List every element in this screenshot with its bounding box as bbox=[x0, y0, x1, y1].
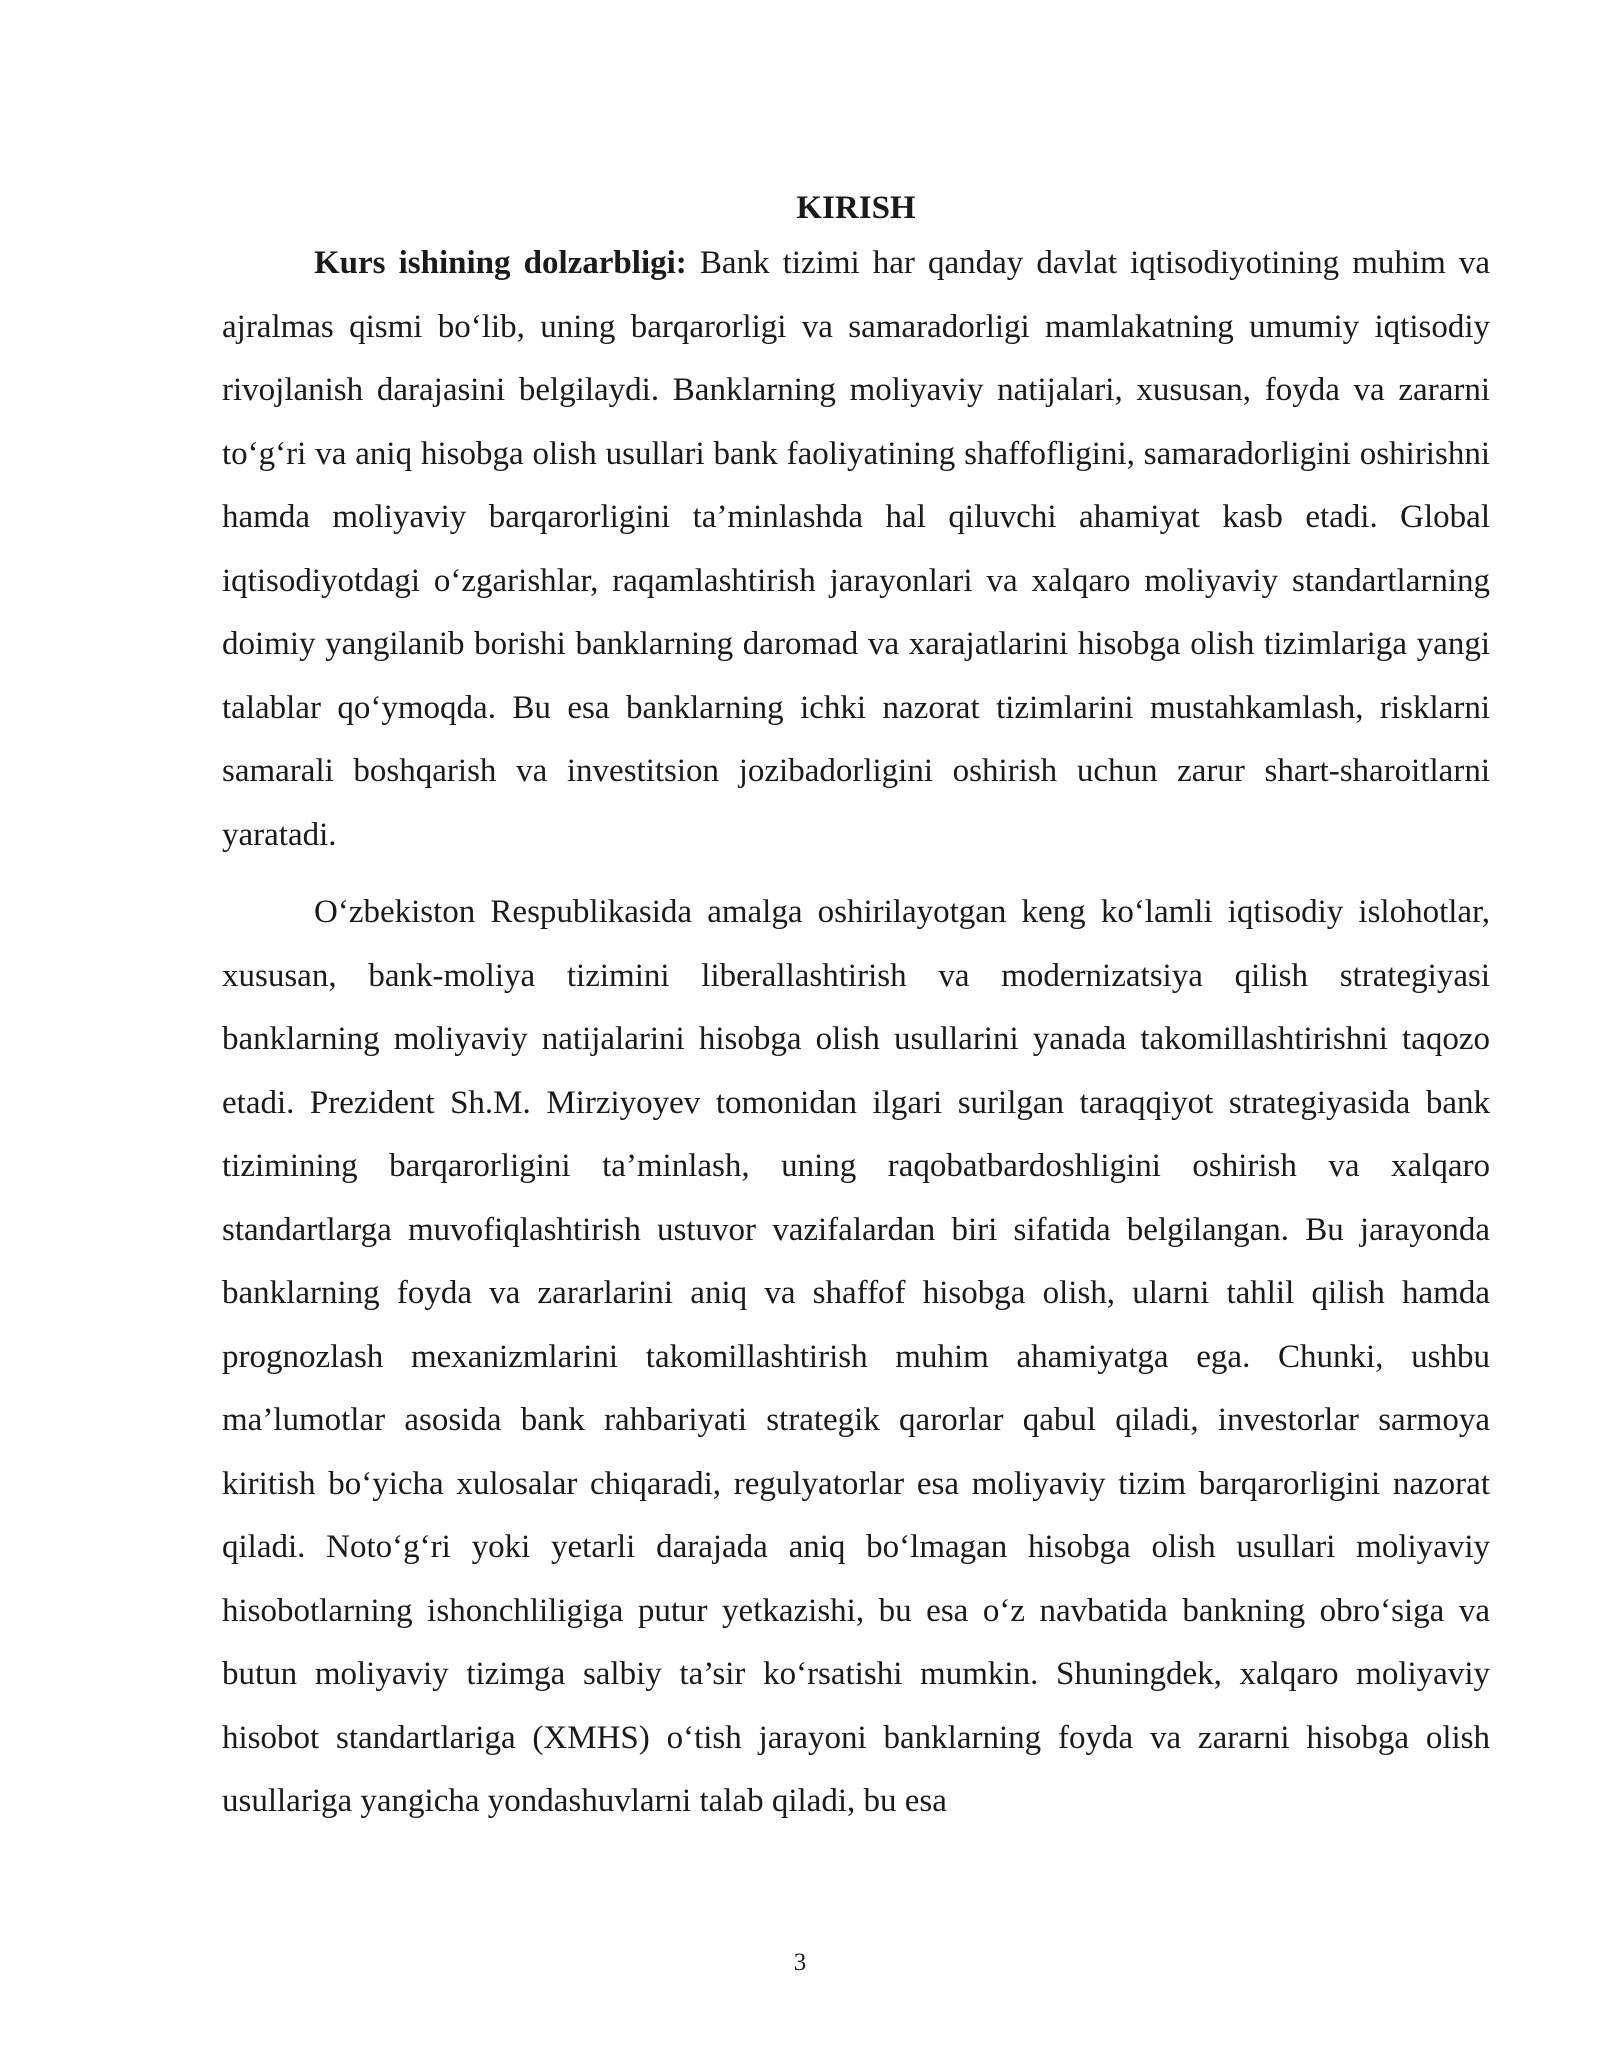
paragraph-relevance bbox=[222, 232, 1490, 867]
paragraph-text: Bank tizimi har qanday davlat iqtisodiyotining muhim va ajralmas qismi bo‘lib, uning barqarorligi va samaradorligi mamlakatning umumiy iqtisodiy rivojlanish darajasini belgilaydi. Banklarning moliyaviy natijalari, xususan, foyda va zararni to‘g‘ri va aniq hisobga olish usullari bank faoliyatining shaffofligini, samaradorligini oshirishni hamda moliyaviy barqarorligini ta’minlashda hal qiluvchi ahamiyat kasb etadi. Global iqtisodiyotdagi o‘zgarishlar, raqamlashtirish jarayonlari va xalqaro moliyaviy standartlarning doimiy yangilanib borishi banklarning daromad va xarajatlarini hisobga olish tizimlariga yangi talablar qo‘ymoqda. Bu esa banklarning ichki nazorat tizimlarini mustahkamlash, risklarni samarali boshqarish va investitsion jozibadorligini oshirish uchun zarur shart-sharoitlarni yaratadi. bbox=[222, 245, 1490, 853]
paragraph-lead: Kurs ishining dolzarbligi: bbox=[314, 245, 687, 281]
page-content bbox=[222, 186, 1490, 1834]
paragraph-text: O‘zbekiston Respublikasida amalga oshirilayotgan keng ko‘lamli iqtisodiy islohotlar, xususan, bank-moliya tizimini liberallashtirish va modernizatsiya qilish strategiyasi banklarning moliyaviy natijalarini hisobga olish usullarini yanada takomillashtirishni taqozo etadi. Prezident Sh.M. Mirziyoyev tomonidan ilgari surilgan taraqqiyot strategiyasida bank tizimining barqarorligini ta’minlash, uning raqobatbardoshligini oshirish va xalqaro standartlarga muvofiqlashtirish ustuvor vazifalardan biri sifatida belgilangan. Bu jarayonda banklarning foyda va zararlarini aniq va shaffof hisobga olish, ularni tahlil qilish hamda prognozlash mexanizmlarini takomillashtirish muhim ahamiyatga ega. Chunki, ushbu ma’lumotlar asosida bank rahbariyati strategik qarorlar qabul qiladi, investorlar sarmoya kiritish bo‘yicha xulosalar chiqaradi, regulyatorlar esa moliyaviy tizim barqarorligini nazorat qiladi. Noto‘g‘ri yoki yetarli darajada aniq bo‘lmagan hisobga olish usullari moliyaviy hisobotlarning ishonchliligiga putur yetkazishi, bu esa o‘z navbatida bankning obro‘siga va butun moliyaviy tizimga salbiy ta’sir ko‘rsatishi mumkin. Shuningdek, xalqaro moliyaviy hisobot standartlariga (XMHS) o‘tish jarayoni banklarning foyda va zararni hisobga olish usullariga yangicha yondashuvlarni talab qiladi, bu esa bbox=[222, 894, 1490, 1819]
page-title: KIRISH bbox=[796, 190, 916, 226]
paragraph-reforms bbox=[222, 881, 1490, 1834]
page-number: 3 bbox=[793, 1949, 807, 1976]
